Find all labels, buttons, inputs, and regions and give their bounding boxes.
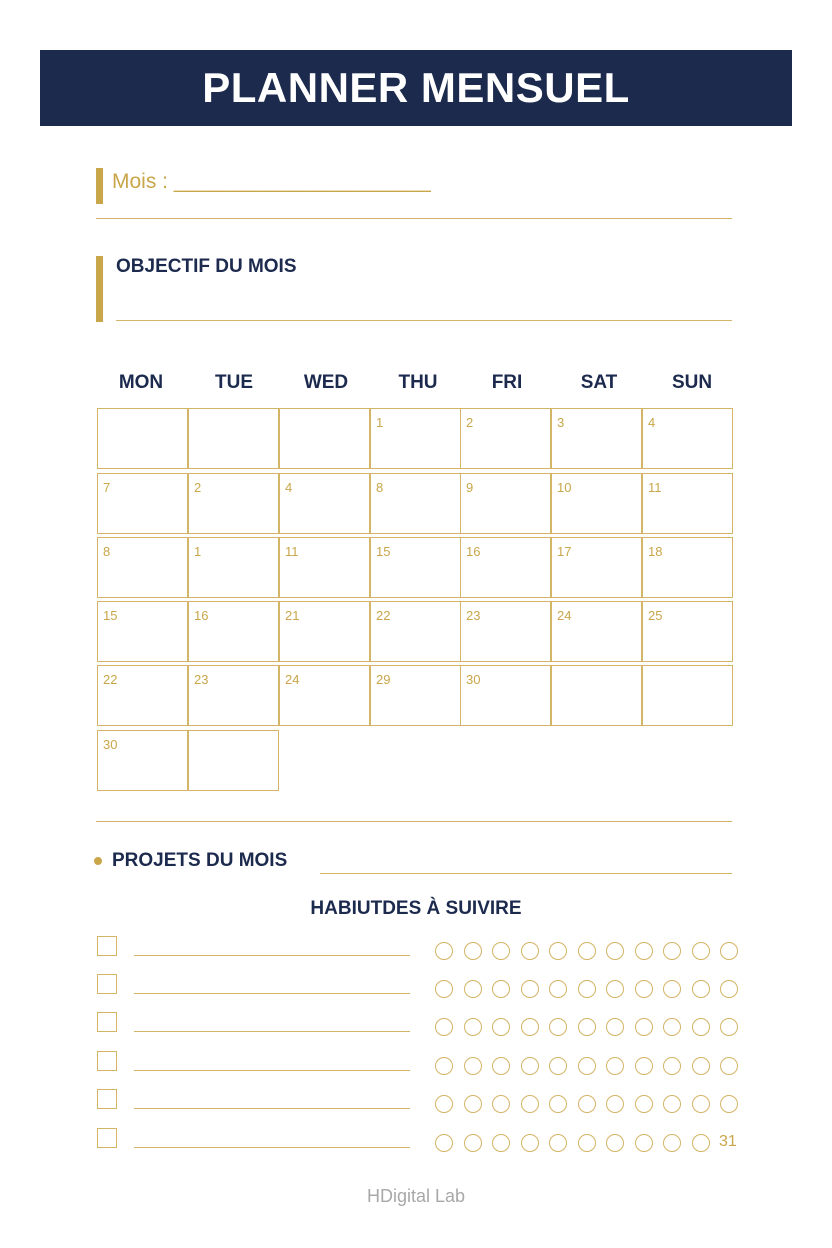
calendar-divider [96,821,732,822]
habit-day-circle[interactable] [606,1018,624,1036]
weekday-wed: WED [303,372,349,393]
calendar-cell[interactable] [97,537,188,598]
calendar-day-number: 23 [466,608,481,623]
calendar-cell[interactable] [460,665,551,726]
calendar-cell[interactable] [460,473,551,534]
calendar-cell[interactable] [370,408,461,469]
calendar-cell[interactable] [97,601,188,662]
calendar-day-number: 11 [285,544,299,559]
habit-day-circle[interactable] [521,1095,539,1113]
habit-day-circle[interactable] [606,1057,624,1075]
calendar-cell[interactable] [370,665,461,726]
habit-day-circle[interactable] [635,1134,653,1152]
habit-day-circle[interactable] [578,1095,596,1113]
calendar-cell[interactable] [279,473,370,534]
habit-day-circle[interactable] [492,980,510,998]
objective-accent-bar [96,256,103,322]
calendar-cell[interactable] [551,601,642,662]
habit-name-line[interactable] [134,955,410,956]
habit-end-day-label: 31 [719,1133,737,1150]
habit-day-circle[interactable] [492,1134,510,1152]
calendar-cell[interactable] [642,408,733,469]
calendar-cell[interactable] [642,665,733,726]
calendar-day-number: 4 [285,480,293,495]
habit-day-circle[interactable] [663,1018,681,1036]
habit-day-circle[interactable] [606,942,624,960]
footer-brand: HDigital Lab [366,1186,466,1206]
page-header [40,50,792,126]
habit-day-circle[interactable] [521,1057,539,1075]
habit-checkbox[interactable] [97,1128,117,1148]
calendar-cell[interactable] [551,537,642,598]
calendar-day-number: 2 [194,480,202,495]
calendar-cell[interactable] [460,537,551,598]
calendar-cell[interactable] [188,665,279,726]
calendar-cell[interactable] [279,601,370,662]
calendar-day-number: 22 [103,672,118,687]
habit-day-circle[interactable] [720,1057,738,1075]
habit-day-circle[interactable] [464,942,482,960]
habit-day-circle[interactable] [663,1057,681,1075]
habit-day-circle[interactable] [720,942,738,960]
calendar-day-number: 16 [194,608,209,623]
projects-title: PROJETS DU MOIS [112,850,288,871]
calendar-day-number: 25 [648,608,663,623]
calendar-cell[interactable] [370,473,461,534]
calendar-cell[interactable] [642,473,733,534]
habit-day-circle[interactable] [549,942,567,960]
calendar-day-number: 24 [557,608,572,623]
habit-day-circle[interactable] [692,942,710,960]
habit-day-circle[interactable] [435,1018,453,1036]
weekday-thu: THU [398,372,438,393]
habit-day-circle[interactable] [549,1134,567,1152]
habit-day-circle[interactable] [720,1095,738,1113]
habit-checkbox[interactable] [97,1012,117,1032]
habit-day-circle[interactable] [692,1095,710,1113]
habit-day-circle[interactable] [692,1018,710,1036]
calendar-day-number: 11 [648,480,662,495]
objective-title: OBJECTIF DU MOIS [116,256,297,277]
habit-day-circle[interactable] [464,1095,482,1113]
calendar-cell[interactable] [642,601,733,662]
habit-day-circle[interactable] [635,1095,653,1113]
calendar-day-number: 1 [194,544,202,559]
calendar-cell[interactable] [551,473,642,534]
projects-write-line[interactable] [320,873,732,874]
habit-day-circle[interactable] [435,980,453,998]
weekday-sun: SUN [671,372,713,393]
page-title: PLANNER MENSUEL [202,64,630,111]
calendar-cell[interactable] [97,665,188,726]
calendar-day-number: 3 [557,415,565,430]
calendar-day-number: 15 [103,608,118,623]
calendar-day-number: 18 [648,544,663,559]
habit-day-circle[interactable] [578,942,596,960]
calendar-cell[interactable] [188,601,279,662]
calendar-day-number: 16 [466,544,481,559]
calendar-day-number: 8 [103,544,111,559]
calendar-day-number: 8 [376,480,384,495]
calendar-day-number: 30 [103,737,118,752]
habit-day-circle[interactable] [464,1018,482,1036]
calendar-day-number: 9 [466,480,474,495]
habit-name-line[interactable] [134,1031,410,1032]
calendar-cell[interactable] [97,473,188,534]
habit-day-circle[interactable] [435,1095,453,1113]
month-divider [96,218,732,219]
habit-checkbox[interactable] [97,974,117,994]
weekday-sat: SAT [580,372,618,393]
calendar-cell[interactable] [460,408,551,469]
habit-day-circle[interactable] [606,1095,624,1113]
month-field-label[interactable]: Mois : ______________________ [112,170,431,193]
habit-day-circle[interactable] [549,1057,567,1075]
habit-day-circle[interactable] [720,1018,738,1036]
calendar-day-number: 7 [103,480,111,495]
habit-day-circle[interactable] [578,1018,596,1036]
habit-day-circle[interactable] [663,1134,681,1152]
calendar-cell[interactable] [188,408,279,469]
habit-name-line[interactable] [134,993,410,994]
calendar-day-number: 15 [376,544,391,559]
habit-day-circle[interactable] [435,1057,453,1075]
calendar-cell[interactable] [279,537,370,598]
calendar-day-number: 21 [285,608,300,623]
calendar-cell[interactable] [97,408,188,469]
habit-name-line[interactable] [134,1108,410,1109]
habit-day-circle[interactable] [549,980,567,998]
calendar-day-number: 29 [376,672,391,687]
habit-day-circle[interactable] [635,1057,653,1075]
habit-day-circle[interactable] [492,1095,510,1113]
habit-checkbox[interactable] [97,1089,117,1109]
habit-day-circle[interactable] [521,1018,539,1036]
habit-day-circle[interactable] [521,1134,539,1152]
calendar-cell[interactable] [188,537,279,598]
habit-day-circle[interactable] [492,1057,510,1075]
habit-day-circle[interactable] [663,980,681,998]
calendar-day-number: 22 [376,608,391,623]
habit-day-circle[interactable] [464,1134,482,1152]
habit-day-circle[interactable] [435,942,453,960]
calendar-cell[interactable] [460,601,551,662]
weekday-fri: FRI [491,372,523,393]
projects-bullet [94,857,102,865]
habits-title: HABIUTDES À SUIVIRE [310,898,522,919]
objective-write-line[interactable] [116,320,732,321]
calendar-cell[interactable] [370,601,461,662]
habit-checkbox[interactable] [97,1051,117,1071]
habit-name-line[interactable] [134,1070,410,1071]
habit-day-circle[interactable] [606,1134,624,1152]
calendar-day-number: 17 [557,544,572,559]
month-accent-bar [96,168,103,204]
calendar-cell[interactable] [551,665,642,726]
calendar-cell[interactable] [279,408,370,469]
calendar-cell[interactable] [188,730,279,791]
habit-day-circle[interactable] [635,1018,653,1036]
habit-day-circle[interactable] [521,942,539,960]
calendar-day-number: 30 [466,672,481,687]
habit-day-circle[interactable] [549,1018,567,1036]
habit-day-circle[interactable] [492,1018,510,1036]
habit-day-circle[interactable] [578,1134,596,1152]
habit-checkbox[interactable] [97,936,117,956]
calendar-day-number: 1 [376,415,384,430]
habit-day-circle[interactable] [521,980,539,998]
habit-day-circle[interactable] [663,942,681,960]
calendar-day-number: 2 [466,415,474,430]
habit-day-circle[interactable] [464,980,482,998]
calendar-cell[interactable] [97,730,188,791]
habit-day-circle[interactable] [692,980,710,998]
habit-day-circle[interactable] [492,942,510,960]
habit-day-circle[interactable] [663,1095,681,1113]
calendar-day-number: 4 [648,415,656,430]
habit-day-circle[interactable] [549,1095,567,1113]
calendar-cell[interactable] [188,473,279,534]
calendar-cell[interactable] [551,408,642,469]
habit-day-circle[interactable] [635,942,653,960]
calendar-day-number: 23 [194,672,209,687]
habit-day-circle[interactable] [578,1057,596,1075]
calendar-day-number: 24 [285,672,300,687]
habit-day-circle[interactable] [606,980,624,998]
habit-day-circle[interactable] [578,980,596,998]
calendar-cell[interactable] [370,537,461,598]
calendar-day-number: 10 [557,480,572,495]
weekday-tue: TUE [215,372,253,393]
habit-day-circle[interactable] [692,1057,710,1075]
habit-day-circle[interactable] [435,1134,453,1152]
weekday-mon: MON [118,372,164,393]
habit-name-line[interactable] [134,1147,410,1148]
habit-day-circle[interactable] [720,980,738,998]
calendar-cell[interactable] [279,665,370,726]
calendar-cell[interactable] [642,537,733,598]
habit-day-circle[interactable] [635,980,653,998]
habit-day-circle[interactable] [692,1134,710,1152]
habit-day-circle[interactable] [464,1057,482,1075]
